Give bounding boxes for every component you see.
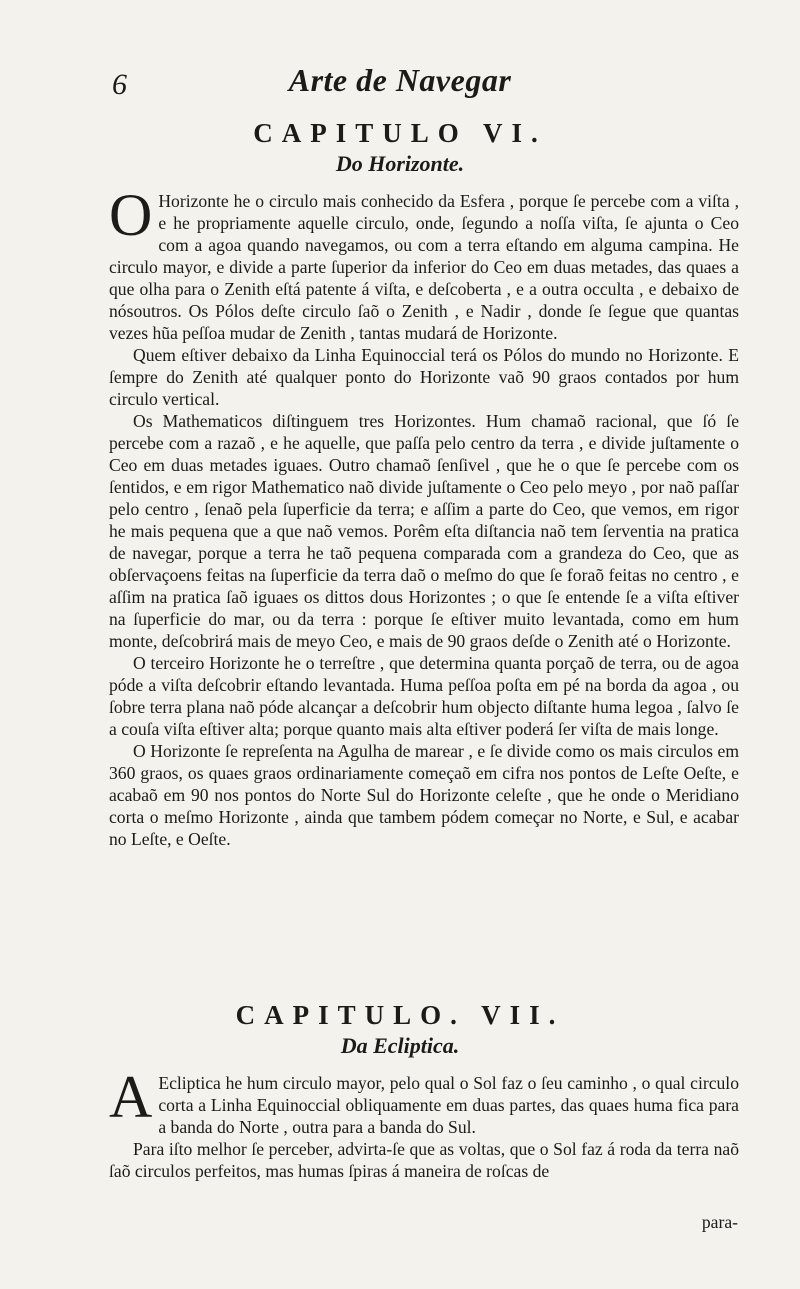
paragraph: Para iſto melhor ſe perceber, advirta-ſe que as voltas, que o Sol faz á roda da terra naõ ſaõ circulos perfeitos, mas humas ſpiras á maneira de roſcas de	[109, 1139, 739, 1181]
paragraph: Quem eſtiver debaixo da Linha Equinoccial terá os Pólos do mundo no Horizonte. E ſempre do Zenith até qualquer ponto do Horizonte vaõ 90 graos contados por hum circulo vertical.	[109, 345, 739, 409]
paragraph: O Horizonte ſe repreſenta na Agulha de marear , e ſe divide como os mais circulos em 360 graos, os quaes graos ordinariamente começaõ em cifra nos pontos de Leſte Oeſte, e acabaõ em 90 nos pontos do Norte Sul do Horizonte celeſte , que he onde o Meridiano corta o meſmo Horizonte , ainda que tambem pódem começar no Norte, e Sul, e acabar no Leſte, e Oeſte.	[109, 741, 739, 849]
chapter-title: CAPITULO VI.	[253, 118, 547, 148]
paragraph-text: Ecliptica he hum circulo mayor, pelo qual o Sol faz o ſeu caminho , o qual circulo corta a Linha Equinoccial obliquamente em duas partes, das quaes huma fica para a banda do Norte , outra para a banda do Sul.	[158, 1073, 739, 1137]
paragraph: Os Mathematicos diſtinguem tres Horizontes. Hum chamaõ racional, que ſó ſe percebe com a razaõ , e he aquelle, que paſſa pelo centro da terra , e divide juſtamente o Ceo em duas metades iguaes. Outro chamaõ ſenſivel , que he o que ſe percebe com os ſentidos, e em rigor Mathematico naõ divide juſtamente o Ceo pelo meyo , por naõ paſſar pelo centro , ſenaõ pela ſuperficie da terra; e aſſim a parte do Ceo, que vemos, em rigor he mais pequena que a que naõ vemos. Porêm eſta diſtancia naõ tem ſerventia na pratica de navegar, porque a terra he taõ pequena comparada com a grandeza do Ceo, que as obſervaçoens feitas na ſuperficie da terra daõ o meſmo do que ſe foraõ feitas no centro , e aſſim na pratica ſaõ iguaes os dittos dous Horizontes ; o que ſe entende ſe a viſta eſtiver na ſuperficie do mar, ou da terra : porque ſe eſtiver muito levantada, como em hum monte, deſcobrirá mais de meyo Ceo, e mais de 90 graos deſde o Zenith até o Horizonte.	[109, 411, 739, 651]
chapter-subtitle: Do Horizonte.	[335, 151, 465, 176]
paragraph	[109, 1064, 739, 1138]
drop-cap: A	[109, 1064, 153, 1130]
running-title: Arte de Navegar	[288, 62, 512, 98]
paragraph-text: Horizonte he o circulo mais conhecido da Esfera , porque ſe percebe com a viſta , e he propriamente aquelle circulo, onde, ſegundo a noſſa viſta, ſe ajunta o Ceo com a agoa quando navegamos, ou com a terra eſtando em alguma campina. He circulo mayor, e divide a parte ſuperior da inferior do Ceo em duas metades, das quaes a que olha para o Zenith eſtá patente á viſta, e deſcoberta , e a outra occulta , e debaixo de nósoutros. Os Pólos deſte circulo ſaõ o Zenith , e Nadir , donde ſe ſegue que quantas vezes hũa peſſoa mudar de Zenith , tantas mudará de Horizonte.	[109, 191, 739, 343]
chapter-title: CAPITULO. VII.	[235, 1000, 565, 1030]
page-number: 6	[112, 68, 127, 101]
chapter-7-heading	[0, 1000, 800, 1059]
chapter-subtitle: Da Ecliptica.	[340, 1033, 460, 1058]
chapter-6-body	[109, 182, 739, 850]
page-header	[0, 62, 800, 102]
drop-cap: O	[109, 182, 153, 248]
catchword: para-	[701, 1212, 738, 1232]
paragraph	[109, 182, 739, 344]
paragraph: O terceiro Horizonte he o terreſtre , que determina quanta porçaõ de terra, ou de agoa póde a viſta deſcobrir eſtando levantada. Huma peſſoa poſta em pé na borda da agoa , ou ſobre terra plana naõ póde alcançar a deſcobrir hum objecto diſtante huma legoa , ſalvo ſe a couſa viſta eſtiver alta; porque quanto mais alta eſtiver poderá ſer viſta de mais longe.	[109, 653, 739, 739]
chapter-6-heading	[0, 118, 800, 177]
chapter-7-body	[109, 1064, 739, 1182]
